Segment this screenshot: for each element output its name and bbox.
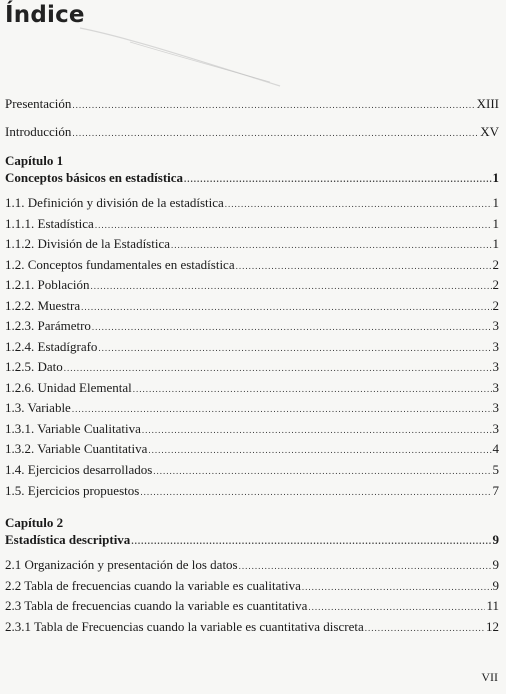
leader-dots [308,599,485,615]
toc-entry[interactable] [5,441,499,458]
toc-entry-page: 12 [486,619,499,634]
toc-entry-label: 2.2 Tabla de frecuencias cuando la variable es cualitativa [5,578,301,593]
toc-entry-label: 1.3.2. Variable Cuantitativa [5,441,148,456]
toc-entry-label: Presentación [5,96,72,111]
toc-entry-label: 1.1.2. División de la Estadística [5,236,171,251]
leader-dots [64,360,492,376]
leader-dots [140,484,491,500]
leader-dots [184,171,491,187]
toc-entry-page: 3 [492,359,499,374]
toc-entry[interactable] [5,557,499,574]
toc-entry-label: 1.2.4. Estadígrafo [5,339,98,354]
toc-entry-page: 5 [492,462,499,477]
toc-entry-presentacion[interactable] [5,96,499,113]
leader-dots [302,579,492,595]
toc-entry-page: 3 [492,421,499,436]
toc-entry[interactable] [5,236,499,253]
toc-entry[interactable] [5,216,499,233]
toc-entry-page: 3 [492,339,499,354]
toc-entry[interactable] [5,339,499,356]
chapter-title: Estadística descriptiva [5,532,131,547]
chapter-heading: Capítulo 2 [5,515,64,530]
toc-entry-page: 1 [492,170,499,185]
toc-entry-page: 3 [492,318,499,333]
toc-entry-label: 1.2.3. Parámetro [5,318,91,333]
toc-entry-label: 2.3 Tabla de frecuencias cuando la variable es cuantitativa [5,598,308,613]
toc-entry-page: XIII [476,96,499,111]
leader-dots [236,258,492,274]
toc-entry-page: 1 [492,195,499,210]
toc-entry-label: 1.1.1. Estadística [5,216,94,231]
toc-entry-label: 1.4. Ejercicios desarrollados [5,462,153,477]
toc-entry-page: 2 [492,257,499,272]
toc-entry-page: 9 [492,532,499,547]
toc-entry-introduccion[interactable] [5,124,499,141]
toc-entry-label: 1.2.2. Muestra [5,298,81,313]
toc-entry-page: 4 [492,441,499,456]
toc-entry[interactable] [5,578,499,595]
leader-dots [92,319,492,335]
toc-entry-page: XV [480,124,499,139]
leader-dots [72,125,479,141]
toc-entry-page: 2 [492,298,499,313]
toc-entry[interactable] [5,318,499,335]
page-number: VII [481,670,498,684]
leader-dots [72,401,492,417]
toc-entry-page: 9 [492,578,499,593]
toc-entry-label: 1.2.1. Población [5,277,90,292]
toc-entry-page: 11 [486,598,499,613]
leader-dots [98,340,491,356]
leader-dots [72,97,475,113]
toc-entry[interactable] [5,277,499,294]
toc-entry-page: 1 [492,236,499,251]
chapter-title-entry[interactable] [5,170,499,187]
toc-entry-label: 1.3. Variable [5,400,71,415]
leader-dots [225,196,492,212]
toc-entry[interactable] [5,619,499,636]
chapter-title-entry[interactable] [5,532,499,549]
leader-dots [133,381,492,397]
leader-dots [153,463,491,479]
leader-dots [131,533,491,549]
toc-entry-label: 1.3.1. Variable Cualitativa [5,421,141,436]
toc-entry-label: 1.2.5. Dato [5,359,63,374]
toc-entry-label: 2.1 Organización y presentación de los datos [5,557,238,572]
leader-dots [365,620,485,636]
toc-entry[interactable] [5,257,499,274]
toc-entry-page: 7 [492,483,499,498]
toc-entry[interactable] [5,598,499,615]
toc-entry-label: Introducción [5,124,72,139]
toc-entry-label: 1.2.6. Unidad Elemental [5,380,132,395]
leader-dots [171,237,491,253]
leader-dots [142,422,492,438]
toc-entry-page: 1 [492,216,499,231]
toc-entry[interactable] [5,462,499,479]
toc-entry-label: 1.5. Ejercicios propuestos [5,483,140,498]
leader-dots [81,299,491,315]
toc-entry[interactable] [5,421,499,438]
toc-entry-page: 2 [492,277,499,292]
toc-entry[interactable] [5,483,499,500]
toc-entry-label: 1.1. Definición y división de la estadística [5,195,224,210]
leader-dots [95,217,492,233]
leader-dots [148,442,491,458]
chapter-heading: Capítulo 1 [5,153,64,168]
toc-entry[interactable] [5,380,499,397]
toc-entry[interactable] [5,195,499,212]
toc-entry-page: 3 [492,380,499,395]
toc-entry[interactable] [5,400,499,417]
leader-dots [91,278,492,294]
toc-entry-label: 2.3.1 Tabla de Frecuencias cuando la variable es cuantitativa discreta [5,619,364,634]
chapter-title: Conceptos básicos en estadística [5,170,184,185]
toc-entry-page: 3 [492,400,499,415]
toc-entry-label: 1.2. Conceptos fundamentales en estadística [5,257,235,272]
toc-entry-page: 9 [492,557,499,572]
leader-dots [239,558,492,574]
toc-entry[interactable] [5,298,499,315]
scan-smudge [70,24,290,94]
page-title: Índice [5,2,85,28]
toc-entry[interactable] [5,359,499,376]
